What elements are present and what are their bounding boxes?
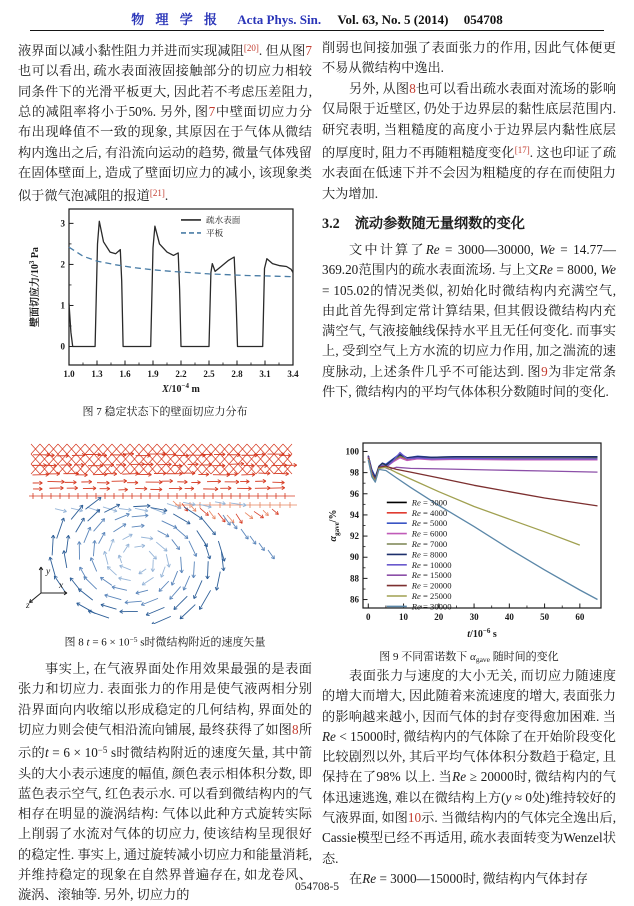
- svg-text:1: 1: [61, 300, 66, 310]
- paragraph: 在Re = 3000—15000时, 微结构内气体封存: [322, 869, 616, 889]
- svg-text:2.8: 2.8: [231, 369, 243, 379]
- article-number: 054708: [464, 12, 503, 27]
- figure8-vector-plot: [25, 441, 305, 624]
- right-column-paragraph-2: [322, 79, 616, 204]
- svg-text:40: 40: [505, 612, 515, 622]
- svg-text:t/10−6 s: $t/10^{-6}$ s: [467, 627, 497, 640]
- journal-title-en: Acta Phys. Sin.: [237, 12, 321, 27]
- svg-text:1.3: 1.3: [91, 369, 103, 379]
- svg-text:3.4: 3.4: [287, 369, 299, 379]
- page-number: 054708-5: [0, 881, 634, 893]
- right-column-paragraph-1: [322, 38, 616, 79]
- paragraph: 事实上, 在气液界面处作用效果最强的是表面张力和切应力. 表面张力的作用是使气液两相分别沿界面向内收缩以形成稳定的几何结构, 界面处的切应力则会使气相沿流向铺展, 最终获得了如图8所示的$t = 6 \times 10^{-5}$ s时微结构附近的速度矢量, 其中箭头的大小表示速度的幅值, 颜色表示相体积分数, 即蓝色表示空气, 红色表示水. 可以看到微结构内的气相存在明显的漩涡结构: 气体以此种方式旋转实际上削弱了水流对气体的切应力, 使该结构呈现很好的稳定性. 事实上, 通过旋转减小切应力和能量消耗, 并维持稳定的现象在自然界普遍存在, 如龙卷风、漩涡、滚轴等. 另外, 切应力的: [18, 659, 312, 906]
- svg-text:2.5: 2.5: [203, 369, 215, 379]
- figure7-caption: 图 7 稳定状态下的壁面切应力分布: [83, 405, 248, 420]
- svg-text:3: 3: [61, 218, 66, 228]
- figure8: [18, 441, 312, 650]
- section-number: 3.2: [322, 216, 340, 232]
- section-heading: [322, 213, 616, 233]
- svg-text:Re = 20000: Re = 20000: [411, 581, 452, 591]
- figure9: [322, 437, 616, 667]
- svg-text:z: z: [25, 601, 30, 611]
- svg-text:1.9: 1.9: [147, 369, 159, 379]
- svg-text:Re = 3000: Re = 3000: [411, 497, 447, 507]
- figure7-chart: [27, 201, 303, 397]
- figure9-chart: [325, 437, 613, 642]
- svg-text:Re = 25000: Re = 25000: [411, 591, 452, 601]
- svg-text:1.6: 1.6: [119, 369, 131, 379]
- svg-text:98: 98: [350, 468, 360, 478]
- svg-text:疏水表面: 疏水表面: [206, 214, 241, 225]
- header-rule: [30, 30, 604, 31]
- svg-text:0: 0: [366, 612, 371, 622]
- figure7: [18, 201, 312, 420]
- svg-text:10: 10: [399, 612, 409, 622]
- svg-text:平板: 平板: [206, 227, 224, 238]
- svg-text:88: 88: [350, 573, 360, 583]
- svg-text:Re = 5000: Re = 5000: [411, 518, 447, 528]
- svg-text:Re = 6000: Re = 6000: [411, 529, 447, 539]
- paragraph: 另外, 从图8也可以看出疏水表面对流场的影响仅局限于近壁区, 仍处于边界层的黏性底层范围内. 研究表明, 当粗糙度的高度小于边界层内黏性底层的厚度时, 阻力不再随粗糙度变化[17]. 这也印证了疏水表面在低速下并不会因为粗糙度的存在而使阻力大为增加.: [322, 79, 616, 204]
- svg-text:30: 30: [470, 612, 480, 622]
- svg-text:Re = 30000: Re = 30000: [411, 601, 452, 611]
- svg-text:壁面切应力/103 Pa: 壁面切应力$/10^3$ Pa: [28, 247, 41, 327]
- figure8-caption: 图 8 $t = 6 \times 10^{-5}$ s时微结构附近的速度矢量: [65, 632, 266, 650]
- journal-issue: Vol. 63, No. 5 (2014): [337, 12, 448, 27]
- svg-text:Re = 15000: Re = 15000: [411, 570, 452, 580]
- left-column-paragraph-2: [18, 659, 312, 906]
- svg-text:1.0: 1.0: [63, 369, 75, 379]
- paragraph: 削弱也间接加强了表面张力的作用, 因此气体便更不易从微结构中逸出.: [322, 38, 616, 79]
- svg-text:60: 60: [575, 612, 585, 622]
- svg-text:Re = 8000: Re = 8000: [411, 549, 447, 559]
- svg-text:3.1: 3.1: [259, 369, 271, 379]
- left-column-paragraph-1: [18, 38, 312, 206]
- svg-text:96: 96: [350, 489, 360, 499]
- paragraph: 表面张力与速度的大小无关, 而切应力随速度的增大而增大, 因此随着来流速度的增大, 表面张力的影响越来越小, 因而气体的封存变得愈加困难. 当Re < 15000时, 微结构内的气体除了在开始阶段变化比较剧烈以外, 其后平均气体体积分数趋于稳定, 且保持在了98% 以上. 当Re ≥ 20000时, 微结构内的气体迅速逃逸, 难以在微结构上方(y ≈ 0处)维持较好的气液界面, 如图10示. 当微结构内的气体完全逸出后, Cassie模型已经不再适用, 疏水表面转变为Wenzel状态.: [322, 666, 616, 869]
- svg-text:2: 2: [61, 259, 66, 269]
- figure9-caption: 图 9 不同雷诺数下 αgave 随时间的变化: [379, 650, 558, 667]
- svg-text:Re = 4000: Re = 4000: [411, 508, 447, 518]
- svg-text:100: 100: [346, 446, 360, 456]
- right-column-paragraph-4: [322, 666, 616, 889]
- svg-text:94: 94: [350, 510, 360, 520]
- svg-text:92: 92: [350, 531, 360, 541]
- svg-text:Re = 7000: Re = 7000: [411, 539, 447, 549]
- svg-text:90: 90: [350, 552, 360, 562]
- svg-text:y: y: [45, 567, 51, 577]
- paragraph: 液界面以减小黏性阻力并进而实现减阻[20]. 但从图7也可以看出, 疏水表面液固接触部分的切应力相较同条件下的光滑平板更大, 因此若不考虑压差阻力, 总的减阻率将小于50%. 另外, 图7中壁面切应力分布出现峰值不一致的现象, 其原因在于气体从微结构内逸出之后, 有沿流向运动的趋势, 微量气体残留在固体壁面上, 造成了壁面切应力的减小, 该现象类似于微气泡减阻的报道[21].: [18, 38, 312, 206]
- svg-text:2.2: 2.2: [175, 369, 187, 379]
- journal-title-zh: 物 理 学 报: [131, 12, 221, 27]
- paragraph: 文中计算了Re = 3000—30000, We = 14.77—369.20范围内的疏水表面流场. 与上文Re = 8000, We = 105.02的情况类似, 初始化时微结构内充满空气, 由此首先得到定常计算结果, 但其假设微结构内充满空气, 气液接触线保持水平且无任何变化. 而事实上, 受到空气上方水流的切应力作用, 加之湍流的速度脉动, 上述条件几乎不可能达到. 图9为非定常条件下, 微结构内的平均气体体积分数随时间的变化.: [322, 240, 616, 402]
- svg-text:Re = 10000: Re = 10000: [411, 560, 452, 570]
- svg-text:0: 0: [61, 342, 66, 352]
- svg-text:86: 86: [350, 595, 360, 605]
- svg-text:X/10−4 m: $X/10^{-4}$ m: [161, 382, 200, 395]
- svg-text:αgave/%: $\alpha_{gave}/\%$: [328, 510, 341, 542]
- svg-text:x: x: [58, 581, 64, 591]
- section-title: 流动参数随无量纲数的变化: [355, 216, 525, 232]
- journal-header: [0, 9, 634, 28]
- svg-text:20: 20: [434, 612, 444, 622]
- svg-text:50: 50: [540, 612, 550, 622]
- right-column-paragraph-3: [322, 240, 616, 402]
